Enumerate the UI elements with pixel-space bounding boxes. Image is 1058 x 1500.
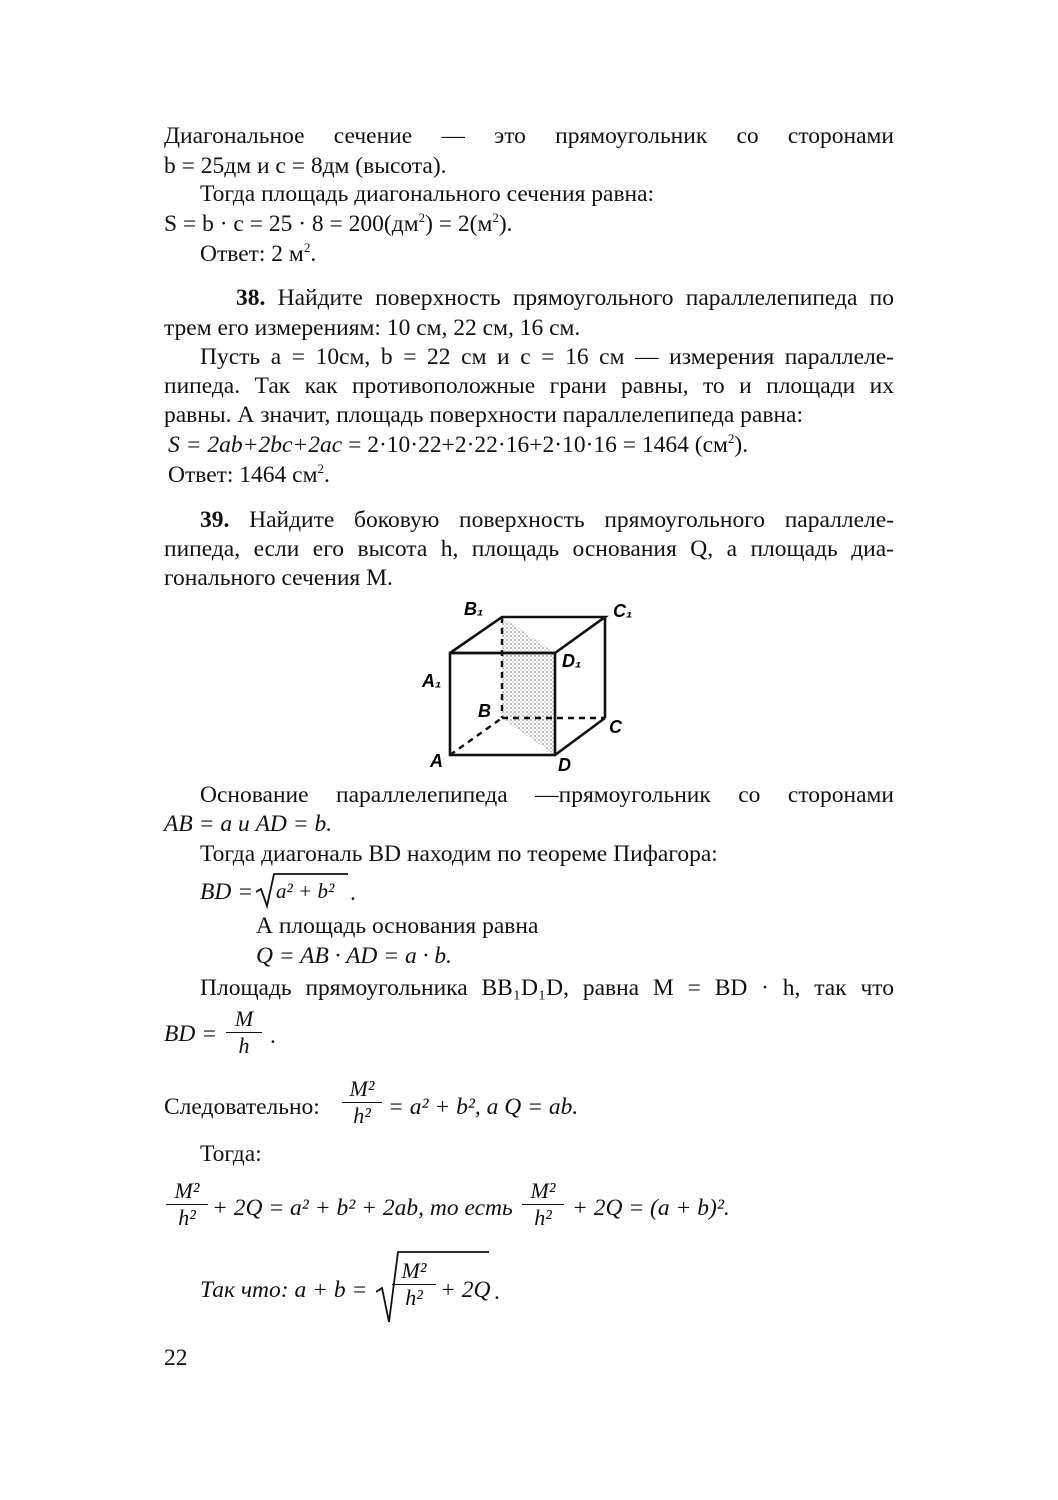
paragraph-line: трем его измерениям: 10 см, 22 см, 16 см. bbox=[164, 315, 581, 341]
answer-text: Ответ: 1464 см bbox=[168, 462, 318, 488]
paragraph-line: Основание параллелепипеда —прямоугольник со сторонами bbox=[200, 782, 894, 808]
sqrt-radicand: a² + b² bbox=[276, 879, 335, 903]
denominator: h² bbox=[353, 1103, 371, 1128]
label-d: D bbox=[558, 755, 571, 775]
problem-39-line bbox=[164, 506, 894, 534]
parallelepiped-figure bbox=[410, 595, 660, 775]
formula-end: . bbox=[350, 880, 356, 906]
paragraph-label: Следовательно: bbox=[164, 1094, 320, 1120]
label-c: C bbox=[609, 717, 622, 737]
superscript: 2 bbox=[727, 431, 735, 446]
formula-lhs: Так что: a + b = bbox=[200, 1277, 368, 1303]
paragraph-line: Тогда площадь диагонального сечения равна: bbox=[200, 181, 655, 207]
paragraph-line: Диагональное сечение — это прямоугольник со сторонами bbox=[164, 123, 894, 149]
formula-lhs: BD = bbox=[164, 1021, 218, 1047]
denominator: h² bbox=[405, 1285, 423, 1310]
denominator: h bbox=[238, 1033, 250, 1058]
fraction-m2-h2 bbox=[342, 1076, 382, 1129]
label-b1: B₁ bbox=[464, 599, 484, 619]
formula-part: = 2·10·22+2·22·16+2·10·16 = 1464 (см bbox=[342, 432, 728, 458]
superscript: 2 bbox=[492, 210, 499, 225]
edge-visible bbox=[555, 718, 605, 755]
numerator: M² bbox=[530, 1178, 556, 1203]
paragraph-line: Пусть a = 10см, b = 22 см и c = 16 см — измерения параллеле- bbox=[200, 344, 894, 370]
numerator: M² bbox=[174, 1178, 200, 1203]
answer-text: Ответ: 2 м bbox=[200, 241, 304, 267]
formula-part: ) = 2(м bbox=[425, 211, 493, 237]
formula-line bbox=[168, 431, 748, 459]
problem-text: Найдите поверхность прямоугольного параллелепипеда по bbox=[277, 285, 895, 311]
answer-text: . bbox=[323, 462, 330, 488]
numerator: M² bbox=[349, 1076, 375, 1101]
edge-hidden bbox=[450, 718, 502, 755]
answer-text: . bbox=[310, 241, 317, 267]
formula-part: ). bbox=[498, 211, 513, 237]
label-a: A bbox=[430, 751, 443, 771]
formula-line: Q = AB · AD = a · b. bbox=[256, 943, 452, 969]
problem-38-line bbox=[164, 284, 894, 312]
problem-text: Найдите боковую поверхность прямоугольного параллеле- bbox=[249, 507, 894, 533]
denominator: h² bbox=[534, 1205, 552, 1230]
superscript: 2 bbox=[418, 210, 426, 225]
problem-number: 39. bbox=[200, 507, 230, 533]
paragraph-line: пипеда. Так как противоположные грани равны, то и площади их bbox=[164, 373, 894, 399]
label-b: B bbox=[478, 701, 491, 721]
superscript: 2 bbox=[317, 461, 324, 476]
formula-rest: = a² + b², а Q = ab. bbox=[388, 1094, 579, 1120]
fraction-m2-h2 bbox=[522, 1178, 564, 1231]
formula-end: . bbox=[270, 1023, 276, 1049]
answer-line bbox=[200, 240, 316, 268]
superscript: 2 bbox=[303, 240, 311, 255]
paragraph-line: AB = a и AD = b. bbox=[164, 811, 333, 837]
numerator: M² bbox=[401, 1258, 427, 1283]
label-c1: C₁ bbox=[613, 601, 633, 621]
formula-end: . bbox=[494, 1279, 500, 1305]
paragraph-line: А площадь основания равна bbox=[256, 913, 539, 939]
label-d1: D₁ bbox=[562, 651, 582, 671]
fraction-m-h bbox=[226, 1006, 262, 1059]
paragraph-label: Тогда: bbox=[200, 1141, 262, 1167]
formula-part: + 2Q = a² + b² + 2ab, то есть bbox=[212, 1195, 513, 1221]
diagonal-section bbox=[502, 617, 555, 755]
fraction-m2-h2 bbox=[166, 1178, 208, 1231]
paragraph-line: гонального сечения M. bbox=[164, 565, 393, 591]
problem-number: 38. bbox=[236, 285, 266, 311]
page-number: 22 bbox=[164, 1345, 188, 1371]
fraction-m2-h2 bbox=[392, 1258, 436, 1311]
denominator: h² bbox=[178, 1205, 196, 1230]
formula-part: S = b · c = 25 · 8 = 200(дм bbox=[164, 211, 419, 237]
paragraph-line: b = 25дм и с = 8дм (высота). bbox=[164, 153, 447, 179]
formula-line bbox=[164, 210, 513, 238]
formula-part: S = 2ab+2bc+2ac bbox=[168, 432, 343, 458]
label-a1: A₁ bbox=[422, 671, 442, 691]
formula-part: ). bbox=[734, 432, 749, 458]
paragraph-line: равны. А значит, площадь поверхности параллелепипеда равна: bbox=[164, 402, 803, 428]
paragraph-line: Площадь прямоугольника BB₁D₁D, равна M = BD · h, так что bbox=[200, 975, 894, 1001]
formula-part: + 2Q = (a + b)². bbox=[572, 1195, 730, 1221]
paragraph-line: Тогда диагональ BD находим по теореме Пифагора: bbox=[200, 841, 718, 867]
paragraph-line: пипеда, если его высота h, площадь основания Q, а площадь диа- bbox=[164, 536, 894, 562]
formula-part: + 2Q bbox=[440, 1277, 491, 1303]
answer-line bbox=[168, 461, 330, 489]
numerator: M bbox=[234, 1006, 254, 1031]
formula-lhs: BD = bbox=[200, 879, 254, 905]
